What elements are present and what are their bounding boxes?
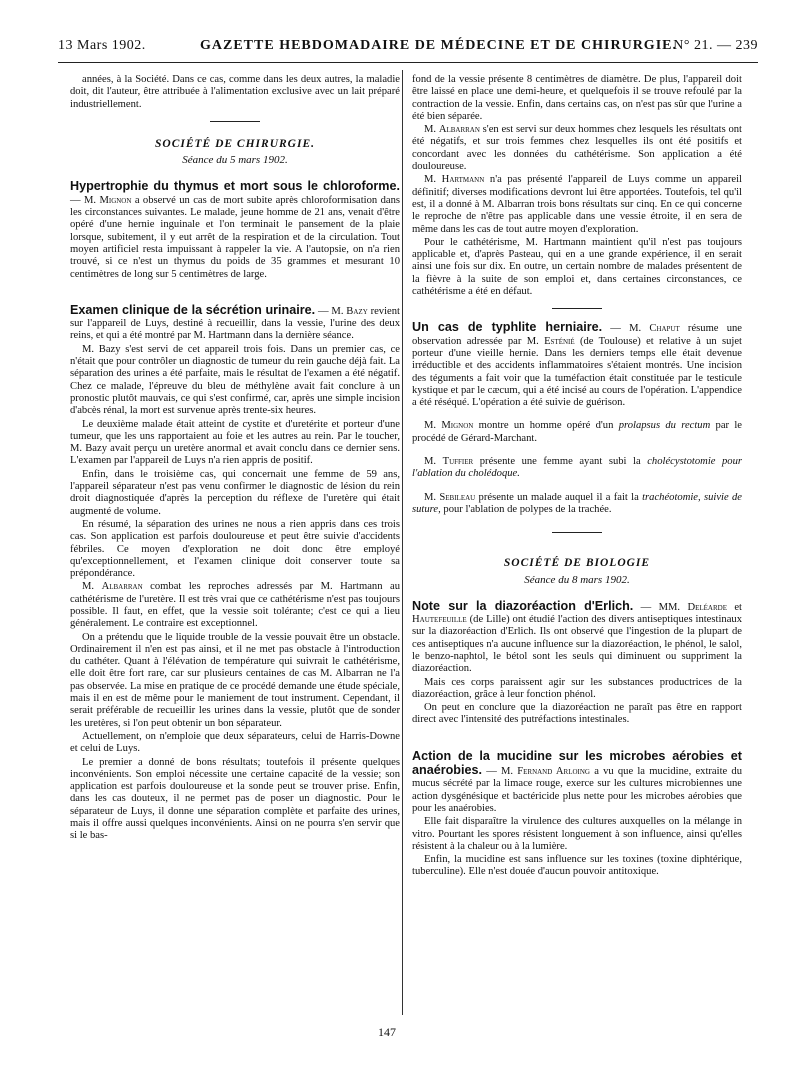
session-date: Séance du 5 mars 1902. bbox=[182, 154, 288, 167]
column-divider bbox=[402, 70, 403, 1015]
article-paragraph: M. Bazy s'est servi de cet appareil trois fois. Dans un premier cas, ce n'était que pour contrôler un diagnostic de tumeur du rein gauche déjà fait. La séparation des urines a été parfaite, mais le résultat de l'examen a été négatif. Chez ce malade, l'épreuve du bleu de méthylène avait fait conclure à un pronostic plutôt mauvais, ce qui s'est confirmé, car, après une simple incision d'abcès rénal, la mort est survenue après trente-six heures. bbox=[70, 343, 400, 417]
article-paragraph: On a prétendu que le liquide trouble de la vessie pouvait être un obstacle. Ordinairement il n'en est pas ainsi, et il ne met pas obstacle à l'introduction du cathéter. Quant à l'élévation de température qui suivrait le cathétérisme, elle doit être fort rare, car sur plusieurs centaines de cas M. Albarran ne l'a pas observée. La mise en pratique de ce procédé demande une étude spéciale, mais il en est de même pour le maniement de tout instrument. Cependant, il serait préférable de recueillir les urines dans la vessie, plutôt que de sonder les uretères, si l'on peut obtenir un bon séparateur. bbox=[70, 631, 400, 729]
article-paragraph: Le premier a donné de bons résultats; toutefois il présente quelques inconvénients. Son emploi nécessite une certaine capacité de la vessie; son application est parfois douloureuse et la sonde peut se trouver prise. Enfin, dans les cas douteux, il ne permet pas de poser un diagnostic. Pour le séparateur de Luys, il donne une séparation complète et parfaite des urines, mais il offre aussi quelques inconvénients. Ainsi on ne pourra s'en servir que si le bas- bbox=[70, 756, 400, 842]
article-paragraph: M. Hartmann n'a pas présenté l'appareil de Luys comme un appareil définitif; diverses modifications devront lui être apportées. Toutefois, tel qu'il est, il a donné à M. Albarran trois bons résultats sur cinq. En ce qui concerne le reproche de n'être pas applicable dans une vessie étroite, il en sera de même dans les cas de tout autre moyen d'exploration. bbox=[412, 174, 742, 235]
session-date: Séance du 8 mars 1902. bbox=[524, 573, 630, 586]
article-paragraph: Examen clinique de la sécrétion urinaire. — M. Bazy revient sur l'appareil de Luys, destiné à recueillir, dans la vessie, l'urine des deux reins, et qui a été montré par M. Hartmann dans la dernière séance. bbox=[70, 302, 400, 342]
article-paragraph: fond de la vessie présente 8 centimètres de diamètre. De plus, l'appareil doit être laissé en place une demi-heure, et quelquefois il se trouve refoulé par la contraction de la vessie. Enfin, dans certains cas, on n'est pas sûr que l'urine a été bien séparée. bbox=[412, 74, 742, 122]
article-title: Un cas de typhlite herniaire. bbox=[412, 320, 603, 335]
author-name: Mignon bbox=[99, 194, 132, 206]
author-name: Chaput bbox=[649, 323, 680, 335]
article-paragraph: Actuellement, on n'emploie que deux séparateurs, celui de Harris-Downe et celui de Luys. bbox=[70, 730, 400, 755]
section-rule bbox=[552, 308, 602, 309]
author-name: Albarran bbox=[101, 581, 143, 593]
article-title: Examen clinique de la sécrétion urinaire. bbox=[70, 302, 316, 317]
article-paragraph: Enfin, dans le troisième cas, qui concernait une femme de 59 ans, l'appareil séparateur n'est pas venu confirmer le diagnostic de lésion du rein droit diagnostiquée d'après la perception du réflexe de l'uretère qui était augmenté de volume. bbox=[70, 468, 400, 517]
article-paragraph: On peut en conclure que la diazoréaction ne paraît pas être en rapport direct avec l'intensité des putréfactions intestinales. bbox=[412, 702, 742, 726]
issue-number: N° 21. — 239 bbox=[673, 38, 758, 53]
page-folio: 147 bbox=[378, 1025, 396, 1039]
article-title: Action de la mucidine sur les microbes aérobies et anaérobies. bbox=[412, 748, 742, 778]
running-header bbox=[58, 38, 758, 60]
author-name: Hartmann bbox=[441, 174, 485, 186]
article-paragraph: M. Albarran s'en est servi sur deux hommes chez lesquels les résultats ont été négatifs, et sur trois femmes chez lesquelles ils ont été positifs et concordant avec les données du cathétérisme. Son application a été douloureuse. bbox=[412, 124, 742, 173]
intro-paragraph: années, à la Société. Dans ce cas, comme dans les deux autres, la maladie doit, dit l'auteur, être attribuée à l'alimentation exclusive avec un lait préparé industriellement. bbox=[70, 74, 400, 110]
article-paragraph: Le deuxième malade était atteint de cystite et d'uretérite et porteur d'une tumeur, que les uns rapportaient au foie et les autres au rein. Par le toucher, M. Bazy avait perçu un uretère anormal et avait conclu dans ce dernier sens. L'examen par l'appareil de Luys n'a rien appris de positif. bbox=[70, 418, 400, 467]
article-paragraph: Pour le cathétérisme, M. Hartmann maintient qu'il n'est pas toujours applicable et, d'après Pasteau, qui en a une grande expérience, il en serait ainsi une fois sur dix. En outre, un certain nombre de malades présentent de la fièvre à la suite de son emploi et, dans certaines circonstances, ce cathétérisme a été en défaut. bbox=[412, 236, 742, 298]
author-name: Tuffier bbox=[442, 456, 474, 468]
article-title: Note sur la diazoréaction d'Erlich. bbox=[412, 598, 634, 613]
article-paragraph: M. Albarran combat les reproches adressés par M. Hartmann au cathétérisme de l'uretère. Il est très vrai que ce cathétérisme n'est pas toujours possible. Il faut, en effet, que la vessie soit tolérante; c'est ce qui a lieu généralement. Le contraire est exceptionnel. bbox=[70, 581, 400, 630]
header-rule bbox=[58, 62, 758, 63]
section-rule bbox=[210, 121, 260, 122]
section-rule bbox=[552, 532, 602, 533]
article-paragraph: Action de la mucidine sur les microbes aérobies et anaérobies. — M. Fernand Arloing a vu que la mucidine, extraite du mucus sécrété par la limace rouge, exerce sur les cultures microbiennes une action dysgénésique et bactéricide plus nette pour les microbes aérobies que pour les anaérobies. bbox=[412, 748, 743, 814]
author-name: Fernand Arloing bbox=[517, 766, 590, 778]
journal-title: GAZETTE HEBDOMADAIRE DE MÉDECINE ET DE CHIRURGIE. bbox=[200, 38, 677, 53]
society-heading: SOCIÉTÉ DE BIOLOGIE bbox=[503, 557, 651, 570]
communication-mignon: M. Mignon montre un homme opéré d'un prolapsus du rectum par le procédé de Gérard-Marchant. bbox=[412, 420, 742, 444]
article-mucidine bbox=[412, 750, 742, 879]
article-diazoreaction bbox=[412, 600, 742, 727]
author-name: Sebileau bbox=[439, 491, 476, 503]
author-name: Hautefeuille bbox=[412, 614, 467, 626]
left-column bbox=[70, 74, 400, 844]
society-heading: SOCIÉTÉ DE CHIRURGIE. bbox=[155, 137, 315, 150]
author-name: Mignon bbox=[441, 420, 474, 432]
issue-date: 13 Mars 1902. bbox=[58, 38, 146, 53]
article-paragraph: Un cas de typhlite herniaire. — M. Chaput résume une observation adressée par M. Esténié (de Toulouse) et relative à un sujet porteur d'une vieille hernie. Dans les derniers temps elle était devenue irréductible et des accidents inflammatoires s'étaient montrés. Une incision des téguments a fait voir que la tuméfaction était constituée par le testicule kystique et par le cæcum, qui a été incisé au cours de l'opération. L'appendice a été réséqué. L'opération a été suivie de guérison. bbox=[412, 320, 742, 409]
article-urinary-secretion bbox=[70, 304, 400, 843]
article-paragraph: Elle fait disparaître la virulence des cultures auxquelles on la mélange in vitro. Pourtant les spores résistent longuement à son influence, ainsi qu'elles résistent à la chaleur ou à la lumière. bbox=[412, 816, 742, 852]
article-paragraph: Hypertrophie du thymus et mort sous le chloroforme. — M. Mignon a observé un cas de mort subite après chloroformisation dans les circonstances suivantes. Le malade, jeune homme de 21 ans, venait d'être opéré d'une hernie inguinale et l'on terminait le pansement de la plaie lorsque, subitement, il y eut arrêt de la respiration et de la circulation. Tout moyen artificiel resta impuissant à rappeler la vie. A l'autopsie, on n'a rien trouvé, si ce n'est un thymus du poids de 35 grammes et mesurant 10 centimètres de long sur 5 centimètres de large. bbox=[70, 179, 401, 280]
author-name: Bazy bbox=[346, 305, 368, 317]
communication-tuffier: M. Tuffier présente une femme ayant subi la cholécystotomie pour l'ablation du cholédoque. bbox=[412, 456, 743, 480]
article-paragraph: Enfin, la mucidine est sans influence sur les toxines (toxine diphtérique, tuberculine). Elle n'est douée d'aucun pouvoir antitoxique. bbox=[412, 854, 742, 878]
article-paragraph: Mais ces corps paraissent agir sur les substances productrices de la diazoréaction, grâce à leur fonction phénol. bbox=[412, 676, 742, 700]
article-title: Hypertrophie du thymus et mort sous le chloroforme. bbox=[70, 179, 400, 194]
article-paragraph: En résumé, la séparation des urines ne nous a rien appris dans ces trois cas. Son application est parfois douloureuse et peut être suivie d'accidents fébriles. Ce moyen d'exploration ne doit donc être employé qu'exceptionnellement, et l'examen clinique doit conserver toute sa prépondérance. bbox=[70, 518, 400, 580]
article-paragraph: Note sur la diazoréaction d'Erlich. — MM. Deléarde et Hautefeuille (de Lille) ont étudié l'action des divers antiseptiques intestinaux sur la diazoréaction d'Erlich. Ils ont observé que l'ingestion de la plupart de ces antiseptiques n'a aucune influence sur la diazoréaction, le phénol, le salol, le benzo-naphtol, le bétol sont les seuls qui diminuent ou suppriment la diazoréaction. bbox=[412, 598, 742, 675]
right-column bbox=[412, 74, 742, 880]
article-thymus bbox=[70, 180, 400, 280]
article-typhlite bbox=[412, 321, 742, 409]
communication-sebileau: M. Sebileau présente un malade auquel il a fait la trachéotomie, suivie de suture, pour l'ablation de polypes de la trachée. bbox=[412, 491, 742, 515]
author-name: Deléarde bbox=[687, 601, 727, 613]
author-name: Albarran bbox=[438, 124, 480, 136]
author-name: Esténié bbox=[544, 335, 575, 347]
